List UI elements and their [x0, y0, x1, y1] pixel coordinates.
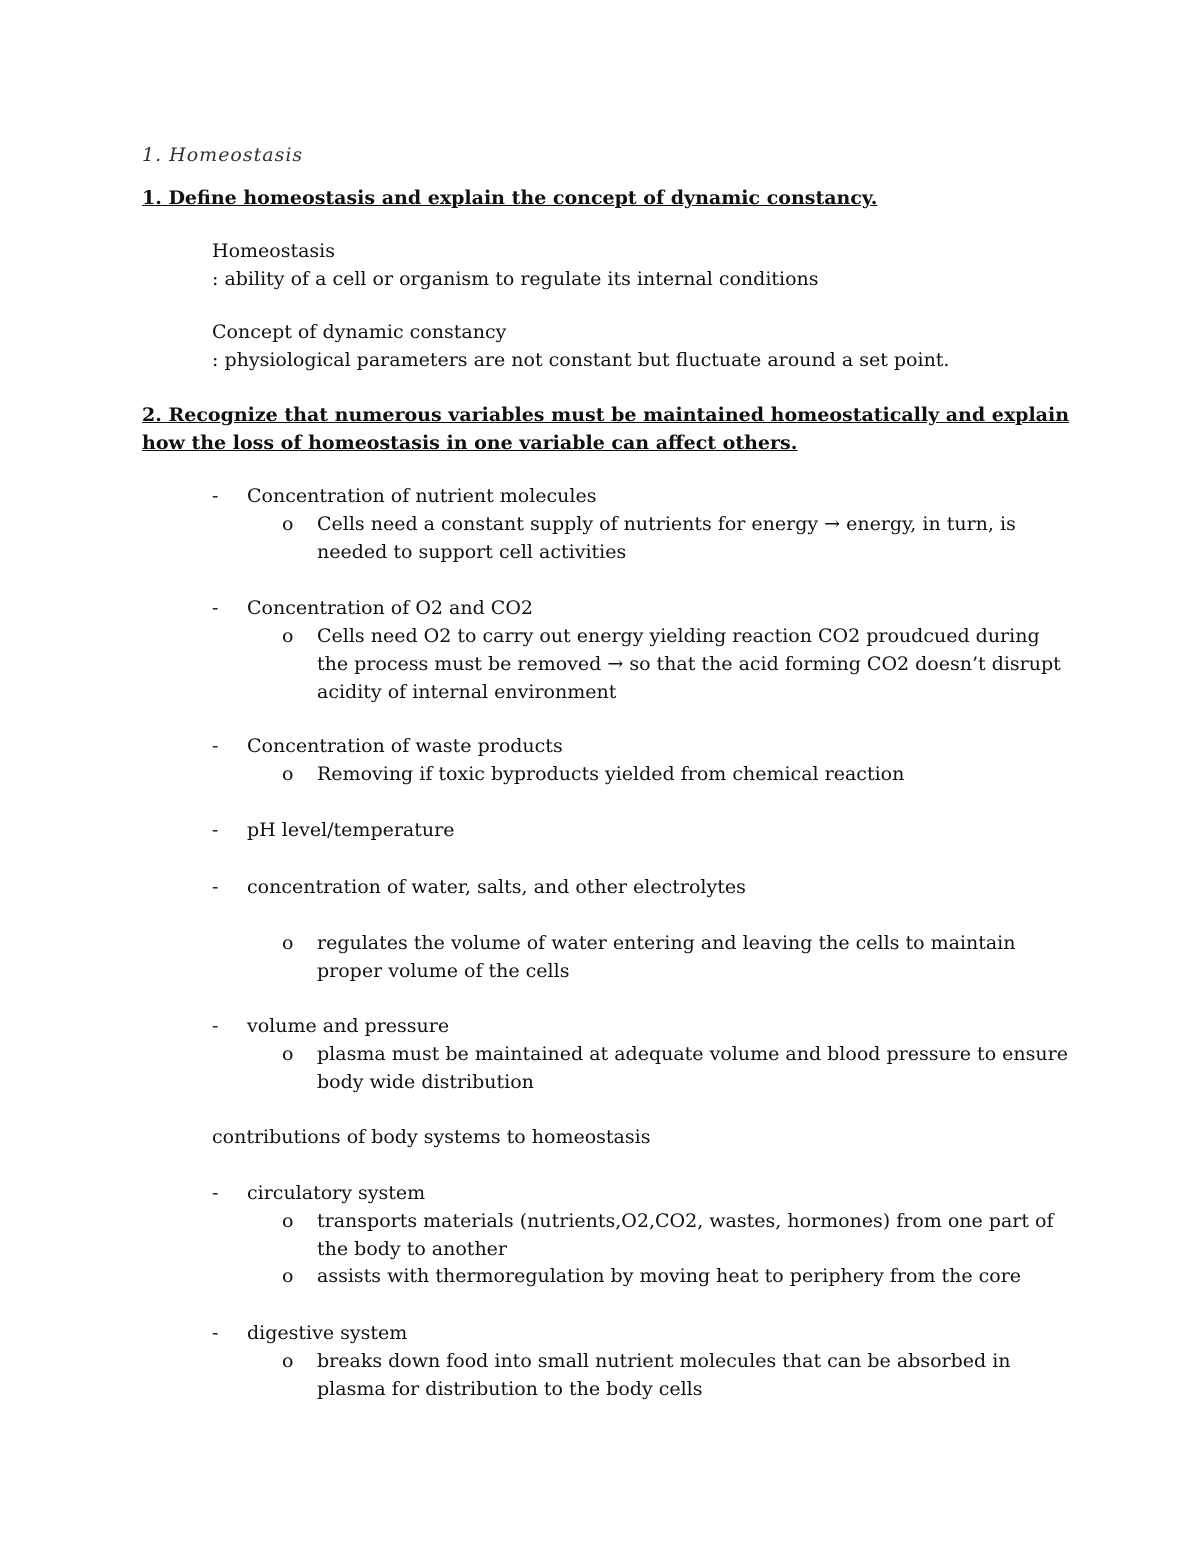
sub-item-electrolytes [282, 929, 1072, 985]
circle-bullet: o [282, 1265, 294, 1287]
sub-item-digestive [282, 1347, 1072, 1403]
circle-bullet: o [282, 513, 294, 535]
list-item-label: Concentration of O2 and CO2 [247, 597, 533, 619]
circle-bullet: o [282, 1043, 294, 1065]
dash-bullet: - [212, 1182, 219, 1204]
circle-bullet: o [282, 625, 294, 647]
document-title: 1. Homeostasis [142, 144, 304, 166]
list-item-label: pH level/temperature [247, 819, 455, 841]
list-item-label: volume and pressure [247, 1015, 450, 1037]
sub-item-text: Removing if toxic byproducts yielded from chemical reaction [317, 763, 905, 785]
dash-bullet: - [212, 876, 219, 898]
dash-bullet: - [212, 1015, 219, 1037]
circle-bullet: o [282, 932, 294, 954]
sub-item-text: plasma must be maintained at adequate volume and blood pressure to ensure body wide distribution [317, 1043, 1068, 1093]
sub-item-circulatory-thermo [282, 1262, 1072, 1290]
question-1-heading: 1. Define homeostasis and explain the concept of dynamic constancy. [142, 187, 878, 209]
definition-dynamic-constancy: : physiological parameters are not constant but fluctuate around a set point. [212, 349, 950, 371]
sub-item-volume-pressure [282, 1040, 1072, 1096]
sub-item-text: regulates the volume of water entering and leaving the cells to maintain proper volume of the cells [317, 932, 1016, 982]
sub-item-waste [282, 760, 1072, 788]
circle-bullet: o [282, 1210, 294, 1232]
sub-item-text: transports materials (nutrients,O2,CO2, wastes, hormones) from one part of the body to another [317, 1210, 1054, 1260]
question-2-heading: 2. Recognize that numerous variables must be maintained homeostatically and explain how the loss of homeostasis in one variable can affect others. [142, 404, 1070, 454]
sub-item-nutrients [282, 510, 1072, 566]
dash-bullet: - [212, 597, 219, 619]
dash-bullet: - [212, 485, 219, 507]
list-item-label: circulatory system [247, 1182, 426, 1204]
circle-bullet: o [282, 1350, 294, 1372]
list-item-label: concentration of water, salts, and other electrolytes [247, 876, 746, 898]
sub-item-text: assists with thermoregulation by moving heat to periphery from the core [317, 1265, 1022, 1287]
sub-item-o2-co2 [282, 622, 1072, 706]
list-item-label: digestive system [247, 1322, 408, 1344]
sub-item-text: Cells need O2 to carry out energy yielding reaction CO2 proudcued during the process must be removed → so that the acid forming CO2 doesn’t disrupt acidity of internal environment [317, 625, 1061, 703]
sub-item-text: breaks down food into small nutrient molecules that can be absorbed in plasma for distribution to the body cells [317, 1350, 1011, 1400]
contributions-heading: contributions of body systems to homeostasis [212, 1126, 651, 1148]
dash-bullet: - [212, 819, 219, 841]
dash-bullet: - [212, 1322, 219, 1344]
sub-item-text: Cells need a constant supply of nutrients for energy → energy, in turn, is needed to support cell activities [317, 513, 1016, 563]
definition-homeostasis: : ability of a cell or organism to regulate its internal conditions [212, 268, 819, 290]
sub-item-circulatory-transport [282, 1207, 1072, 1263]
circle-bullet: o [282, 763, 294, 785]
term-dynamic-constancy: Concept of dynamic constancy [212, 321, 507, 343]
list-item-label: Concentration of nutrient molecules [247, 485, 597, 507]
list-item-label: Concentration of waste products [247, 735, 563, 757]
term-homeostasis: Homeostasis [212, 240, 335, 262]
dash-bullet: - [212, 735, 219, 757]
